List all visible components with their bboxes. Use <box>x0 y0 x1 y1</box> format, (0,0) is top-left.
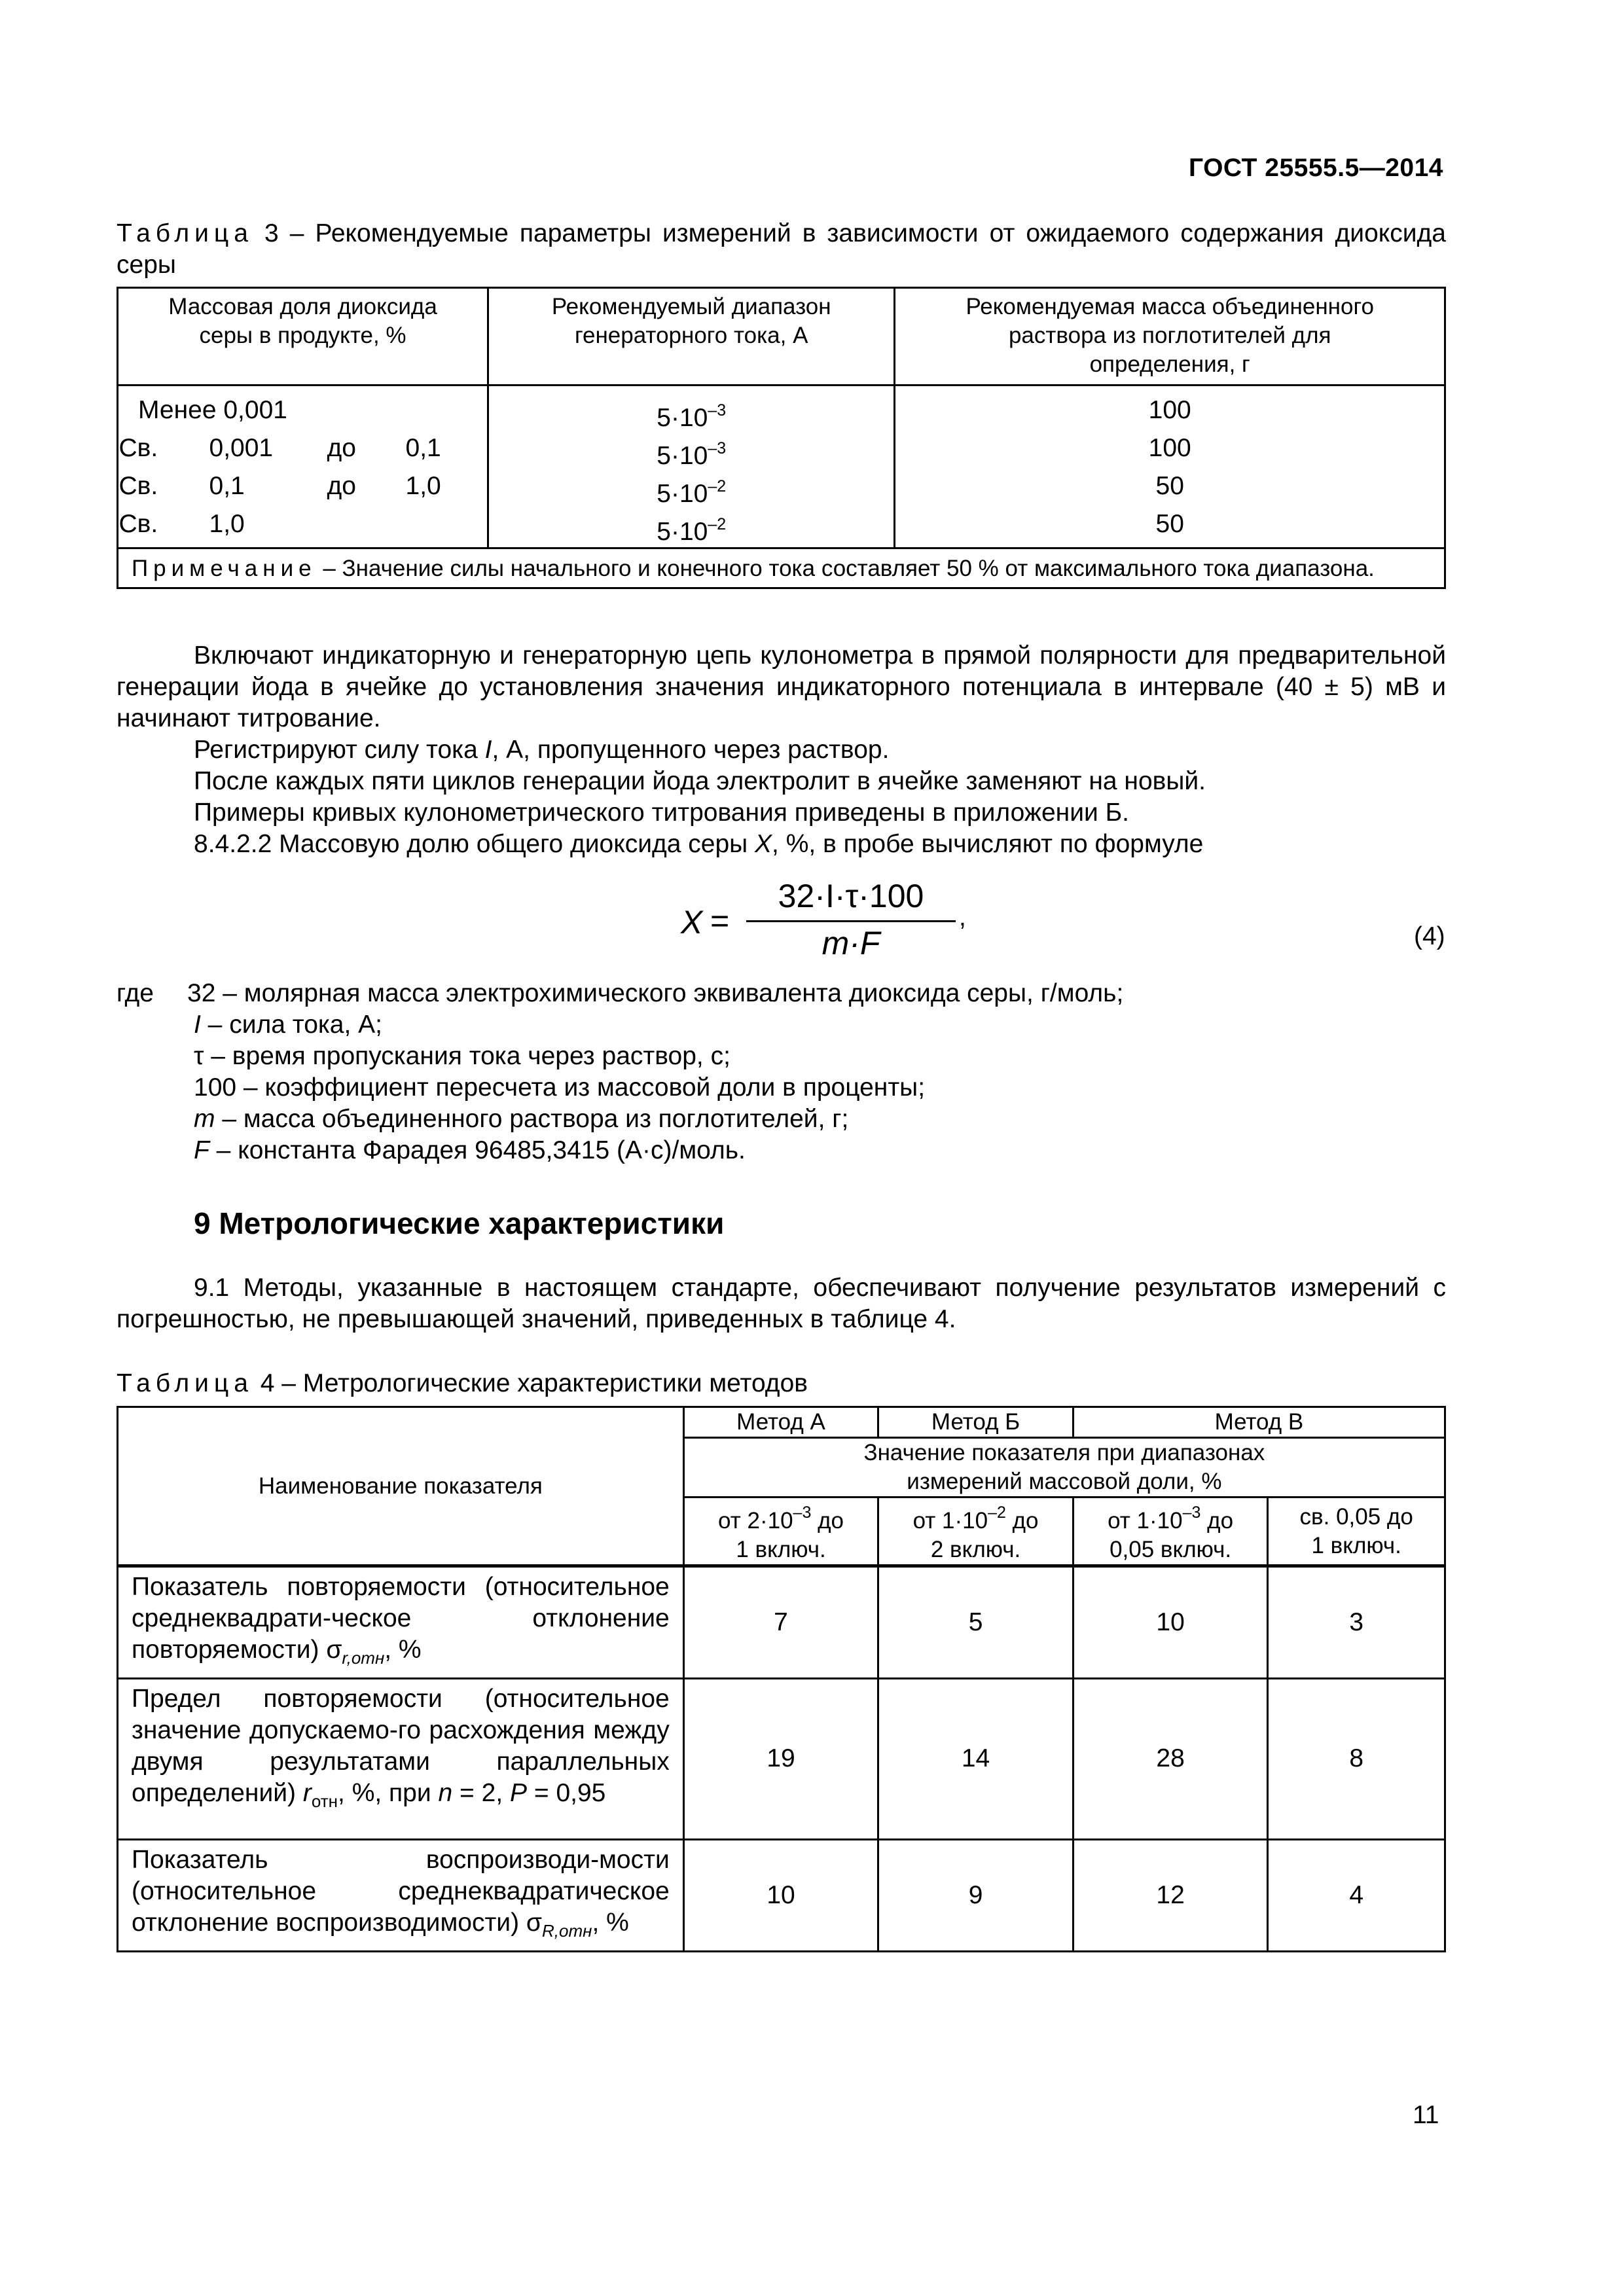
legend-text: – сила тока, А; <box>200 1011 383 1039</box>
legend-item-tau <box>194 1041 731 1072</box>
row-sub: r,отн <box>342 1647 385 1668</box>
p5-post: , %, в пробе вычисляют по формуле <box>772 830 1204 858</box>
row-p: P <box>510 1778 528 1807</box>
table4-caption <box>117 1368 808 1399</box>
table3-row-4-mass: 50 <box>1155 510 1184 538</box>
table3-caption-label: Таблица <box>117 219 253 247</box>
table3-row-3-to: 1,0 <box>405 472 441 500</box>
table4-row-1-value-a: 7 <box>683 1566 878 1679</box>
table4-row-2-value-b: 14 <box>878 1678 1074 1839</box>
table4-row-1-value-b: 5 <box>878 1566 1074 1679</box>
table4-row-2-name <box>118 1678 684 1839</box>
row-r: r <box>302 1778 312 1807</box>
table4-row-3-value-v1: 12 <box>1073 1839 1268 1951</box>
legend-where: где <box>117 979 154 1007</box>
legend-text: – время пропускания тока через раствор, с; <box>204 1042 731 1070</box>
p5-pre: 8.4.2.2 Массовую долю общего диоксида серы <box>194 830 755 858</box>
formula-lhs: X <box>681 904 703 941</box>
legend-item-f <box>194 1135 746 1166</box>
legend-item-32 <box>187 978 1123 1009</box>
legend-item-i <box>194 1009 382 1041</box>
table4-method-b: Метод Б <box>878 1407 1074 1438</box>
legend-item-100 <box>194 1072 925 1103</box>
table3-col-mass <box>895 386 1445 548</box>
current-exponent: –3 <box>708 401 727 420</box>
table3-col-content <box>118 386 488 548</box>
paragraph-formula-intro <box>194 829 1203 860</box>
table3-row-2-mass: 100 <box>1148 434 1191 462</box>
row-tail: , % <box>384 1636 422 1664</box>
row-name: Показатель воспроизводи-мости (относительное среднеквадратическое отклонение воспроизводимости) σ <box>132 1845 670 1937</box>
legend-symbol: 32 <box>187 979 216 1007</box>
formula-equals: = <box>710 903 730 939</box>
current-base: 5·10 <box>657 518 708 546</box>
p2-var: I <box>484 736 492 764</box>
table4-row-1-name <box>118 1566 684 1679</box>
row-sub: отн <box>311 1791 338 1811</box>
table4-range-1 <box>683 1498 878 1566</box>
row-name: Показатель повторяемости (относительное среднеквадрати-ческое отклонение повторяемости) σ <box>132 1573 670 1664</box>
range-pre: от 1·10 <box>1108 1508 1183 1534</box>
table3-row-1-mass: 100 <box>1148 396 1191 424</box>
legend-symbol: 100 <box>194 1073 237 1102</box>
table3-row-2-prefix: Св. <box>118 434 158 462</box>
table4-range-3 <box>1073 1498 1268 1566</box>
document-code: ГОСТ 25555.5—2014 <box>1188 154 1443 182</box>
table3-row-3-content <box>118 467 478 505</box>
section-9-paragraph: 9.1 Методы, указанные в настоящем стандарте, обеспечивают получение результатов измерений с погрешностью, не превышающей значений, приведенных в таблице 4. <box>117 1274 1446 1333</box>
formula-comma: , <box>959 903 966 931</box>
current-base: 5·10 <box>657 442 708 470</box>
range-line2: 1 включ. <box>736 1537 826 1562</box>
legend-symbol: F <box>194 1136 209 1164</box>
table3-header-col2: Рекомендуемый диапазон генераторного тока, А <box>488 288 895 386</box>
range-exp: –3 <box>793 1503 812 1522</box>
legend-symbol: I <box>194 1011 201 1039</box>
paragraph-examples: Примеры кривых кулонометрического титрования приведены в приложении Б. <box>194 798 1130 827</box>
table3-row-4-current <box>498 505 884 546</box>
table3-row-2-to: 0,1 <box>405 434 441 462</box>
range-post: до <box>1200 1508 1234 1534</box>
current-base: 5·10 <box>657 404 708 432</box>
p2-pre: Регистрируют силу тока <box>194 736 485 764</box>
range-post: до <box>1005 1508 1039 1534</box>
table-4 <box>117 1406 1446 1952</box>
range-exp: –3 <box>1182 1503 1201 1522</box>
table4-range-header: Значение показателя при диапазонах измерений массовой доли, % <box>683 1438 1445 1498</box>
row-name: Предел повторяемости (относительное значение допускаемо-го расхождения между двумя результатами параллельных определений) <box>132 1684 670 1807</box>
table3-note-text: – Значение силы начального и конечного тока составляет 50 % от максимального тока диапазона. <box>316 556 1375 581</box>
table4-name-header: Наименование показателя <box>118 1407 684 1566</box>
table4-row-3-name <box>118 1839 684 1951</box>
table4-row-3-value-a: 10 <box>683 1839 878 1951</box>
table3-row-2-to-word: до <box>327 434 356 462</box>
legend-symbol: m <box>194 1105 215 1133</box>
range-line2: 1 включ. <box>1311 1532 1401 1558</box>
table3-row-4-prefix: Св. <box>118 510 158 538</box>
table4-caption-label: Таблица <box>117 1369 253 1397</box>
table3-row-3-to-word: до <box>327 472 356 500</box>
table3-row-2-from: 0,001 <box>209 434 274 462</box>
table4-caption-text: 4 – Метрологические характеристики методов <box>253 1369 808 1397</box>
section-9-title: 9 Метрологические характеристики <box>194 1206 725 1240</box>
table4-row-1-value-v2: 3 <box>1268 1566 1445 1679</box>
formula-number: (4) <box>1414 922 1445 950</box>
table3-row-3-current <box>498 467 884 508</box>
range-line2: 2 включ. <box>930 1537 1021 1562</box>
row-end: = 0,95 <box>527 1778 606 1807</box>
formula-4 <box>681 877 1008 982</box>
formula-numerator: 32·I·τ·100 <box>778 878 924 914</box>
table4-range-4 <box>1268 1498 1445 1566</box>
table4-row-3-value-b: 9 <box>878 1839 1074 1951</box>
table3-row-1-content: Менее 0,001 <box>138 396 287 424</box>
table3-caption <box>117 218 1446 281</box>
table4-row-1-value-v1: 10 <box>1073 1566 1268 1679</box>
table3-row-2-current <box>498 429 884 470</box>
page-number: 11 <box>1413 2101 1439 2129</box>
table4-range-2 <box>878 1498 1074 1566</box>
current-exponent: –3 <box>708 439 727 457</box>
range-pre: от 1·10 <box>912 1508 988 1534</box>
range-line2: 0,05 включ. <box>1110 1537 1232 1562</box>
row-n: n <box>438 1778 453 1807</box>
table4-method-v: Метод В <box>1073 1407 1445 1438</box>
table4-row-2-value-a: 19 <box>683 1678 878 1839</box>
range-pre: от 2·10 <box>718 1508 793 1534</box>
table4-row-2-value-v1: 28 <box>1073 1678 1268 1839</box>
paragraph-indicator: Включают индикаторную и генераторную цепь кулонометра в прямой полярности для предварительной генерации йода в ячейке до установления значения индикаторного потенциала в интервале (40 ± 5) мВ и начинают титрование. <box>117 641 1446 732</box>
p2-post: , А, пропущенного через раствор. <box>492 736 890 764</box>
table3-note <box>118 548 1445 588</box>
table3-row-4-content <box>118 505 478 543</box>
row-mid: , %, при <box>338 1778 439 1807</box>
table3-col-current <box>488 386 895 548</box>
table3-header-col1: Массовая доля диоксида серы в продукте, % <box>118 288 488 386</box>
legend-text: – молярная масса электрохимического эквивалента диоксида серы, г/моль; <box>215 979 1124 1007</box>
table3-row-4-from: 1,0 <box>209 510 245 538</box>
current-base: 5·10 <box>657 480 708 508</box>
range-post: до <box>811 1508 844 1534</box>
legend-text: – константа Фарадея 96485,3415 (А·с)/моль. <box>209 1136 746 1164</box>
table3-row-1-current <box>498 391 884 432</box>
legend-symbol: τ <box>194 1042 204 1070</box>
legend-item-m <box>194 1103 848 1135</box>
table4-method-a: Метод А <box>683 1407 878 1438</box>
row-tail: , % <box>592 1908 629 1937</box>
formula-denominator: m·F <box>821 925 880 961</box>
formula-fraction-bar <box>746 920 956 922</box>
table3-row-3-mass: 50 <box>1155 472 1184 500</box>
current-exponent: –2 <box>708 477 727 495</box>
table3-caption-text: 3 – Рекомендуемые параметры измерений в зависимости от ожидаемого содержания диоксида серы <box>117 219 1446 279</box>
range-exp: –2 <box>988 1503 1006 1522</box>
legend-text: – коэффициент пересчета из массовой доли в проценты; <box>236 1073 926 1102</box>
table3-header-col3: Рекомендуемая масса объединенного раствора из поглотителей для определения, г <box>895 288 1445 386</box>
p5-var: X <box>755 830 772 858</box>
current-exponent: –2 <box>708 515 727 533</box>
paragraph-electrolyte: После каждых пяти циклов генерации йода электролит в ячейке заменяют на новый. <box>194 767 1206 795</box>
table3-row-2-content <box>118 429 478 467</box>
table-3 <box>117 287 1446 589</box>
table3-row-3-from: 0,1 <box>209 472 245 500</box>
table3-note-label: Примечание <box>132 556 317 581</box>
table3-row-3-prefix: Св. <box>118 472 158 500</box>
paragraph-register-current <box>194 734 889 766</box>
row-eq: = 2, <box>452 1778 510 1807</box>
table4-row-2-value-v2: 8 <box>1268 1678 1445 1839</box>
row-sub: R,отн <box>542 1920 592 1941</box>
range-pre: св. 0,05 до <box>1299 1503 1413 1530</box>
table4-row-3-value-v2: 4 <box>1268 1839 1445 1951</box>
legend-text: – масса объединенного раствора из поглотителей, г; <box>215 1105 849 1133</box>
